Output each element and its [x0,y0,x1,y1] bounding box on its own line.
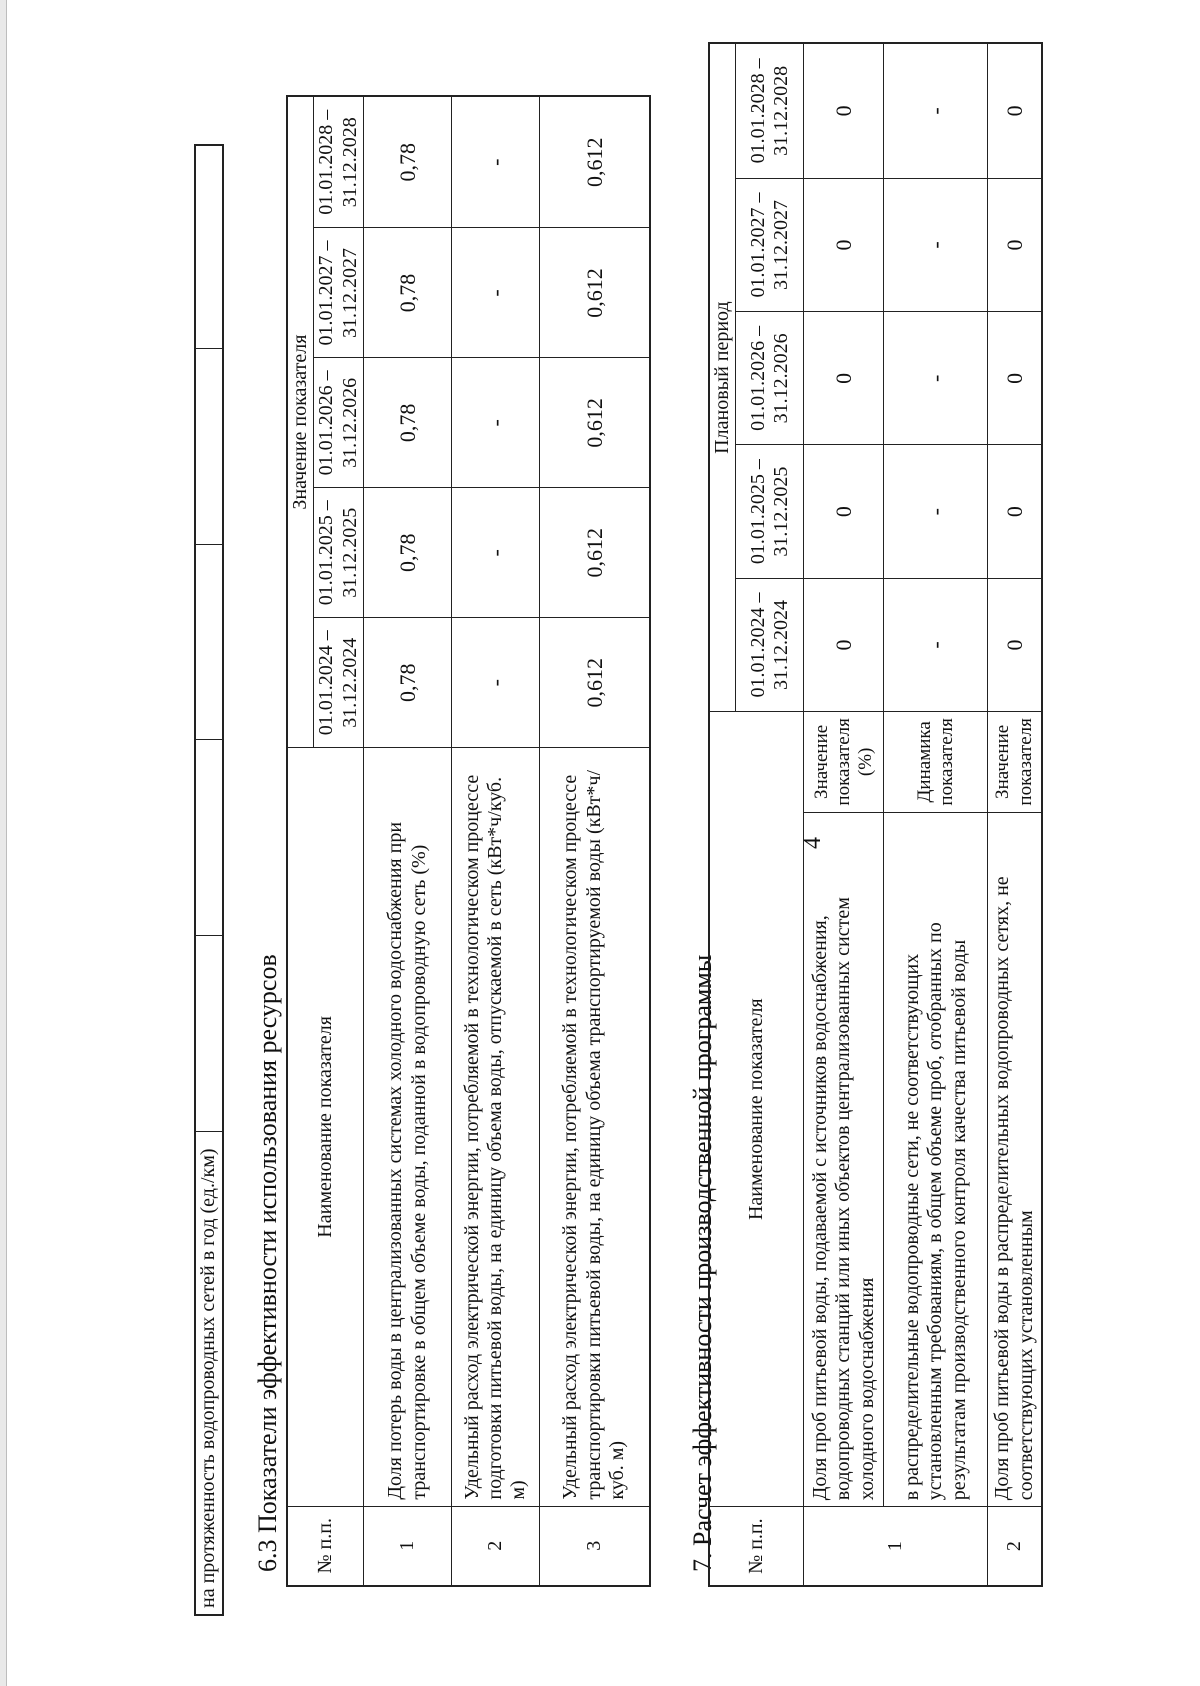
table-cell [195,936,223,1132]
row-name: Доля проб питьевой воды, подаваемой с источников водоснабжения, водопроводных станций или иных объектов централизованных систем холодного водоснабжения [804,812,884,1507]
continuation-row-table [194,144,224,1616]
row-subtype: Значение показателя [988,712,1042,812]
value-cell: 0 [804,445,884,578]
value-cell: 0,78 [364,228,452,358]
value-cell: 0 [988,178,1042,311]
value-cell: 0 [804,578,884,711]
value-cell: 0,78 [364,358,452,488]
value-cell: - [884,43,988,178]
col-header-num: № п.п. [287,1506,364,1586]
col-header-value: Значение показателя [287,96,314,748]
row-num: 2 [988,1507,1042,1586]
value-cell: 0,612 [540,96,650,228]
col-header-num: № п.п. [709,1507,804,1586]
page-number: 4 [800,837,826,849]
value-cell: 0,612 [540,228,650,358]
row-subtype: Динамика показателя [884,712,988,812]
header-row [287,96,314,1586]
row-num: 2 [452,1506,540,1586]
col-header-planned-period: Плановый период [709,43,736,712]
col-header-period: 01.01.2028 – 31.12.2028 [314,96,364,228]
value-cell: 0,612 [540,358,650,488]
row-subtype: Значение показателя (%) [804,712,884,812]
table-row [540,96,650,1586]
value-cell: - [884,445,988,578]
col-header-period: 01.01.2025 – 31.12.2025 [314,488,364,618]
row-num: 1 [364,1506,452,1586]
value-cell: - [884,312,988,445]
resource-efficiency-table [286,95,651,1587]
production-program-efficiency-table [708,42,1043,1587]
table-cell [195,348,223,544]
table-row [804,43,884,1586]
row-name: Удельный расход электрической энергии, потребляемой в технологическом процессе транспортировки питьевой воды, на единицу объема транспортируемой воды (кВт*ч/куб. м) [540,748,650,1506]
table-cell [195,544,223,740]
col-header-name: Наименование показателя [709,712,804,1507]
value-cell: 0,612 [540,618,650,748]
value-cell: - [884,178,988,311]
row-name: Доля проб питьевой воды в распределительных водопроводных сетях, не соответствующих установленным [988,812,1042,1507]
value-cell: 0 [988,445,1042,578]
table-cell [195,740,223,936]
value-cell: - [884,578,988,711]
col-header-period: 01.01.2027 – 31.12.2027 [736,178,804,311]
col-header-name: Наименование показателя [287,748,364,1506]
col-header-period: 01.01.2027 – 31.12.2027 [314,228,364,358]
value-cell: - [452,358,540,488]
value-cell: - [452,618,540,748]
value-cell: 0 [988,43,1042,178]
col-header-period: 01.01.2024 – 31.12.2024 [736,578,804,711]
header-row [709,43,736,1586]
value-cell: 0 [804,43,884,178]
row-label: на протяженность водопроводных сетей в год (ед./км) [195,1132,223,1616]
value-cell: - [452,96,540,228]
value-cell: 0,78 [364,488,452,618]
row-num: 1 [804,1507,988,1586]
table-row [884,43,988,1586]
table-row [364,96,452,1586]
row-num: 3 [540,1506,650,1586]
value-cell: 0,78 [364,96,452,228]
value-cell: - [452,228,540,358]
row-name: в распределительные водопроводные сети, не соответствующих установленным требованиям, в общем объеме проб, отобранных по результатам производственного контроля качества питьевой воды [884,812,988,1507]
table-row [452,96,540,1586]
col-header-period: 01.01.2026 – 31.12.2026 [736,312,804,445]
col-header-period: 01.01.2028 – 31.12.2028 [736,43,804,178]
value-cell: 0 [804,178,884,311]
section-title-6-3: 6.3 Показатели эффективности использования ресурсов [253,954,282,1572]
table-row [195,145,223,1615]
value-cell: 0 [804,312,884,445]
value-cell: 0 [988,578,1042,711]
value-cell: 0,78 [364,618,452,748]
section-title-7: 7. Расчет эффективности производственной программы [688,954,717,1572]
row-name: Доля потерь воды в централизованных системах холодного водоснабжения при транспортировке в общем объеме воды, поданной в водопроводную сеть (%) [364,748,452,1506]
value-cell: - [452,488,540,618]
value-cell: 0 [988,312,1042,445]
col-header-period: 01.01.2025 – 31.12.2025 [736,445,804,578]
table-cell [195,145,223,348]
col-header-period: 01.01.2024 – 31.12.2024 [314,618,364,748]
row-name: Удельный расход электрической энергии, потребляемой в технологическом процессе подготовки питьевой воды, на единицу объема воды, отпускаемой в сеть (кВт*ч/куб. м) [452,748,540,1506]
table-row [988,43,1042,1586]
col-header-period: 01.01.2026 – 31.12.2026 [314,358,364,488]
value-cell: 0,612 [540,488,650,618]
